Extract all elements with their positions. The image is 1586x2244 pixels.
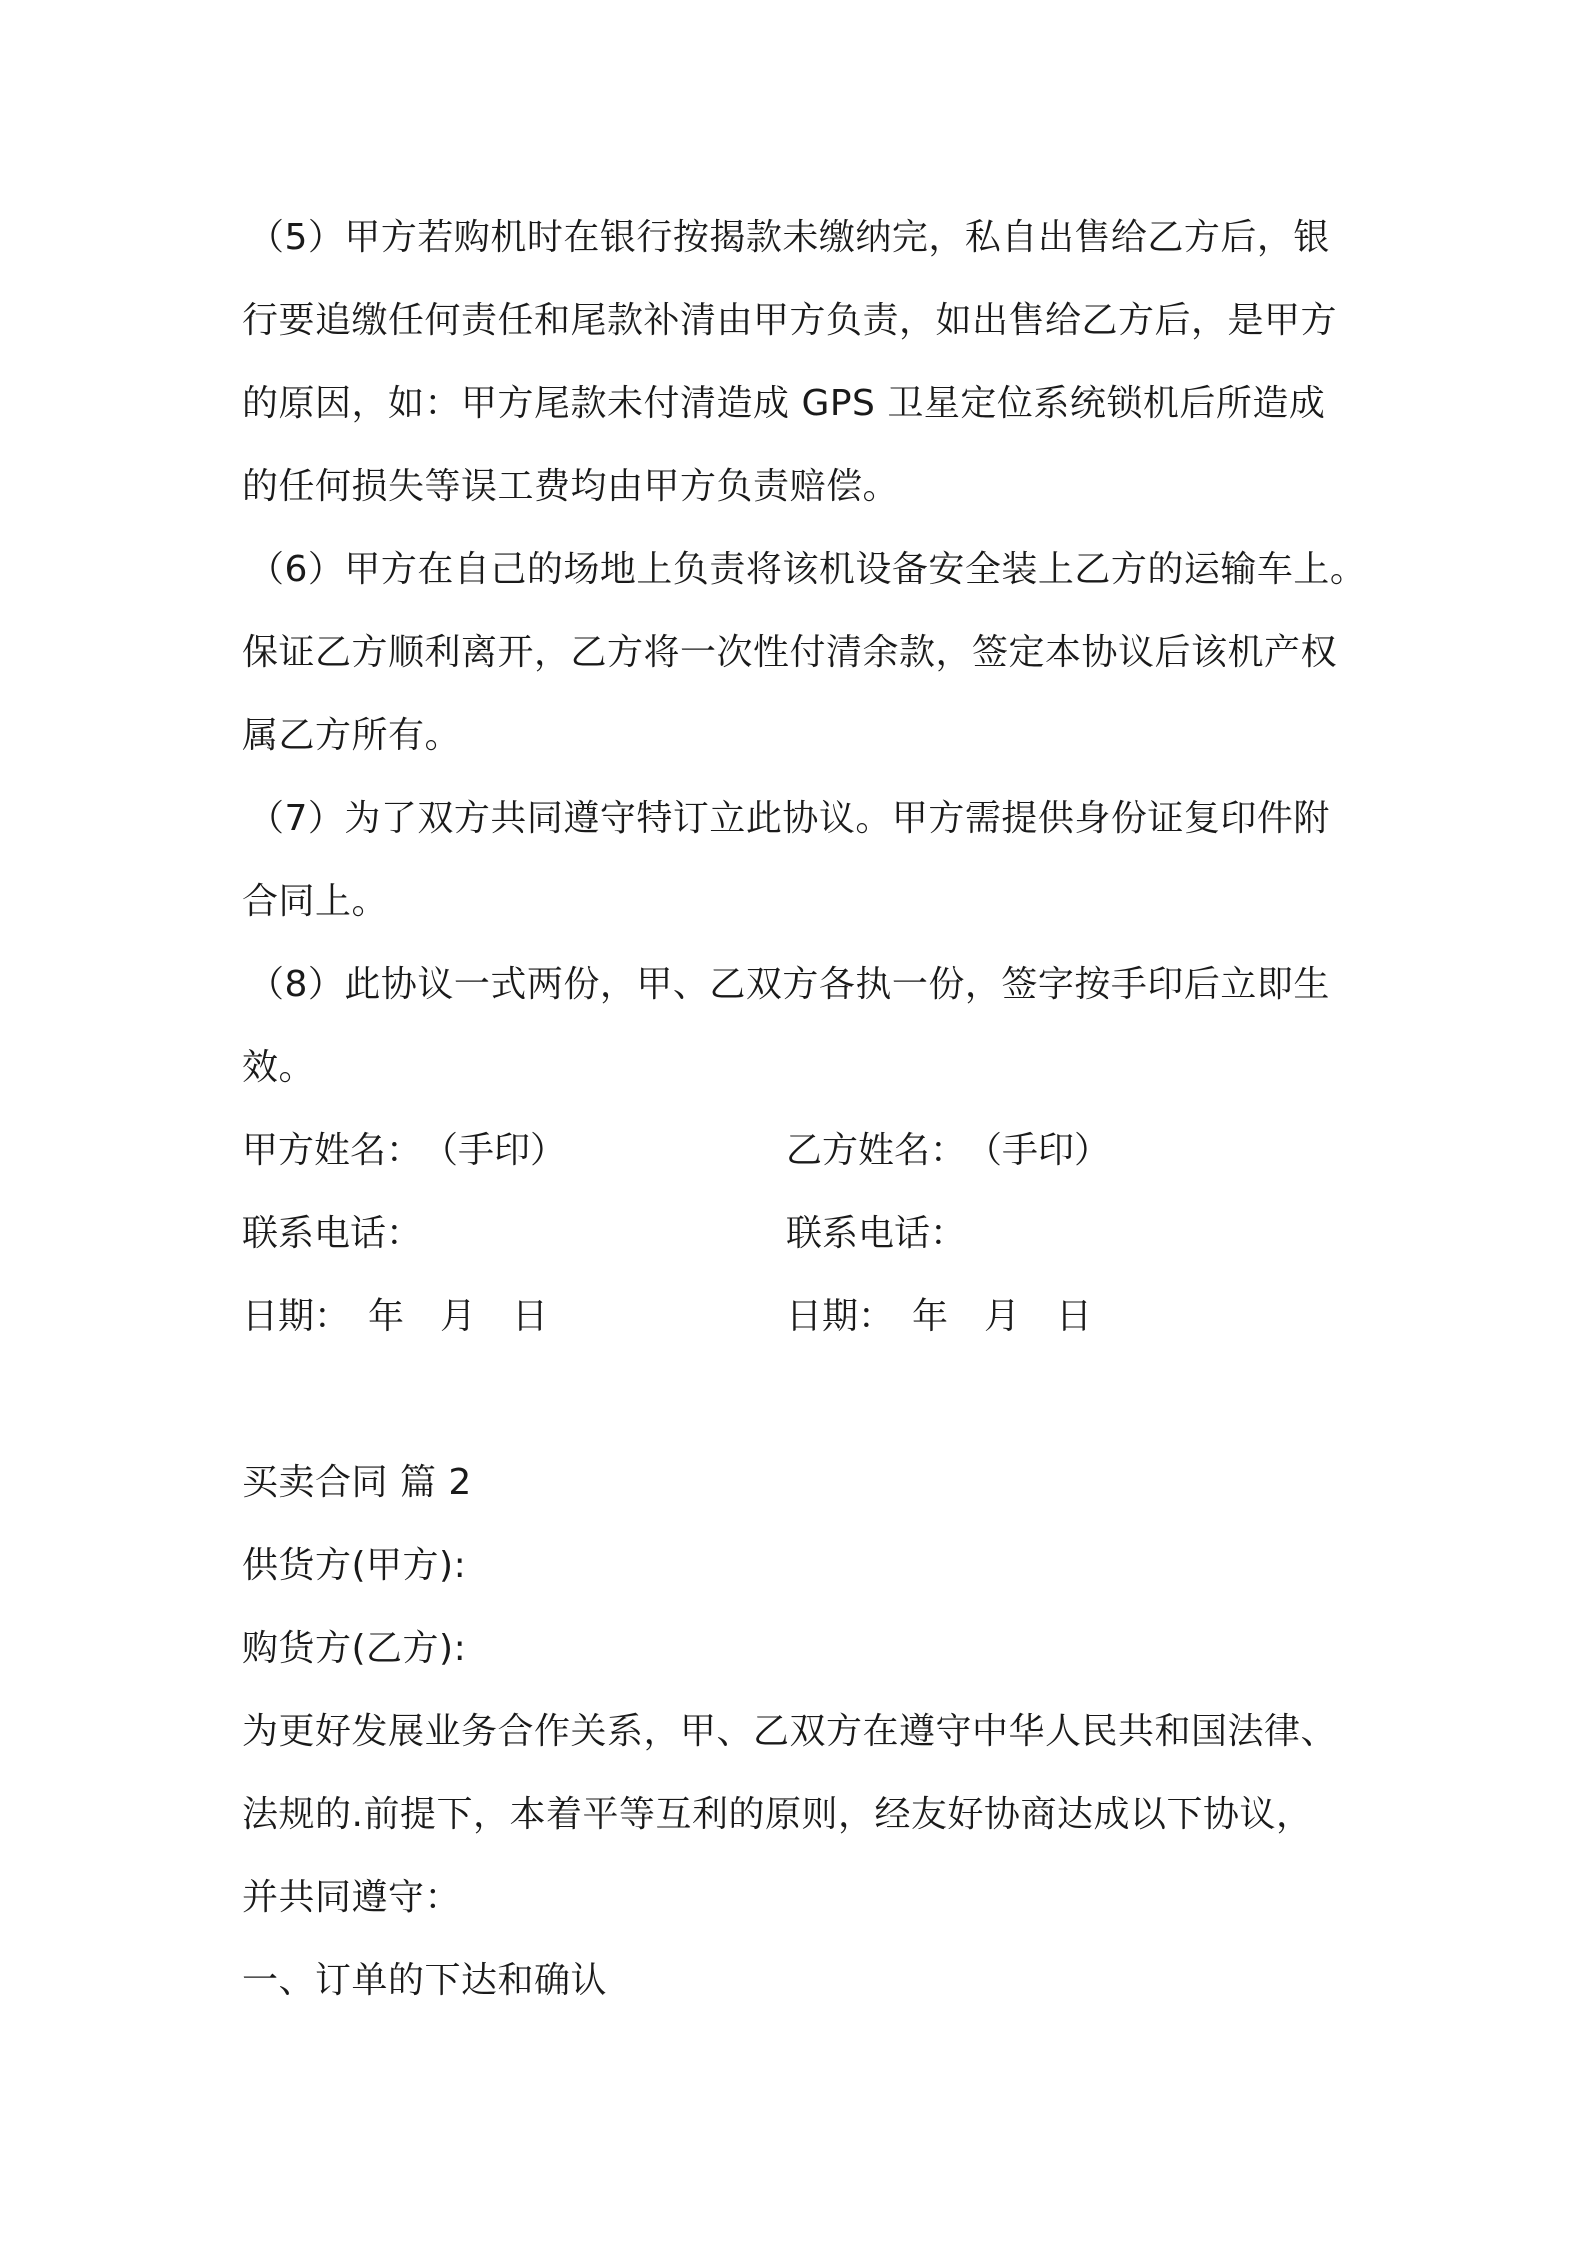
buyer-label: 购货方(乙方): xyxy=(242,1628,467,1669)
section-spacer xyxy=(242,1358,1382,1441)
party-a-name-field: 甲方姓名： （手印） xyxy=(242,1130,567,1171)
contract-2-title: 买卖合同 篇 2 xyxy=(242,1462,472,1503)
intro-line-1: 为更好发展业务合作关系，甲、乙双方在遵守中华人民共和国法律、 xyxy=(242,1711,1338,1752)
clause-5-line-3: 的原因，如：甲方尾款未付清造成 GPS 卫星定位系统锁机后所造成 xyxy=(242,383,1326,424)
supplier-label: 供货方(甲方): xyxy=(242,1545,467,1586)
intro-line-3: 并共同遵守： xyxy=(242,1877,462,1918)
clause-8-line-1: （8）此协议一式两份，甲、乙双方各执一份，签字按手印后立即生 xyxy=(248,964,1330,1005)
party-a-date-field: 日期： 年 月 日 xyxy=(242,1296,549,1337)
signature-name-row xyxy=(242,1109,1382,1192)
clause-6-line-1: （6）甲方在自己的场地上负责将该机设备安全装上乙方的运输车上。 xyxy=(248,549,1367,590)
clause-5-line-1: （5）甲方若购机时在银行按揭款未缴纳完，私自出售给乙方后，银 xyxy=(248,217,1330,258)
party-a-phone-field: 联系电话： xyxy=(242,1213,423,1254)
clause-7-line-1: （7）为了双方共同遵守特订立此协议。甲方需提供身份证复印件附 xyxy=(248,798,1330,839)
clause-6-line-2: 保证乙方顺利离开，乙方将一次性付清余款，签定本协议后该机产权 xyxy=(242,632,1338,673)
signature-date-row xyxy=(242,1275,1382,1358)
document-content xyxy=(242,196,1382,2022)
signature-phone-row xyxy=(242,1192,1382,1275)
clause-7-line-2: 合同上。 xyxy=(242,881,389,922)
clause-5-line-2: 行要追缴任何责任和尾款补清由甲方负责，如出售给乙方后，是甲方 xyxy=(242,300,1338,341)
clause-6-line-3: 属乙方所有。 xyxy=(242,715,462,756)
party-b-date-field: 日期： 年 月 日 xyxy=(786,1296,1093,1337)
clause-8-line-2: 效。 xyxy=(242,1047,316,1088)
section-heading-order: 一、订单的下达和确认 xyxy=(242,1960,608,2001)
party-b-phone-field: 联系电话： xyxy=(786,1213,967,1254)
intro-line-2: 法规的.前提下，本着平等互利的原则，经友好协商达成以下协议， xyxy=(242,1794,1313,1835)
party-b-name-field: 乙方姓名： （手印） xyxy=(786,1130,1111,1171)
clause-5-line-4: 的任何损失等误工费均由甲方负责赔偿。 xyxy=(242,466,900,507)
